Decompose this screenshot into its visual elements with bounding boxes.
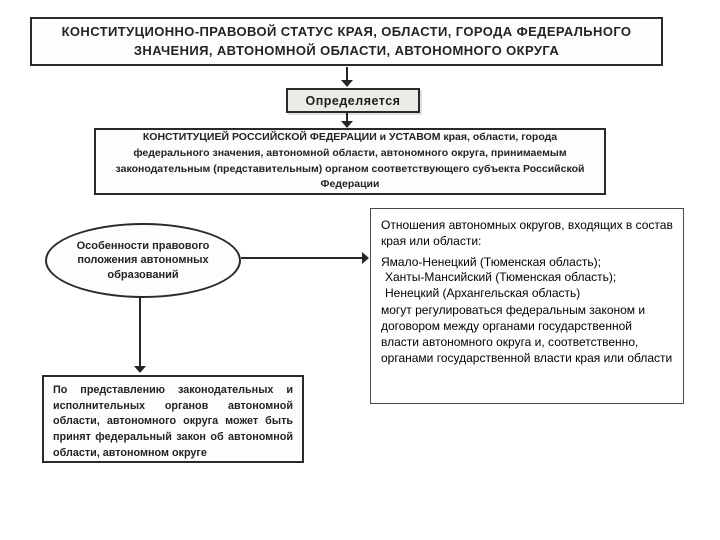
determined-label: Определяется xyxy=(305,93,401,108)
title-box xyxy=(30,17,663,66)
federal-law-text: По представлению законодательных и исполнительных органов автономной области, автономного округа может быть принят федеральный закон об автономной области, автономном округе xyxy=(53,384,293,459)
arrow-features-to-federal-law-icon xyxy=(134,297,146,373)
arrow-title-to-determined-icon xyxy=(341,67,353,87)
constitution-box xyxy=(94,128,606,195)
determined-box xyxy=(286,88,420,113)
features-text: Особенности правового положения автономных образований xyxy=(76,240,210,281)
federal-law-box xyxy=(42,375,304,463)
arrow-determined-to-constitution-icon xyxy=(341,112,353,128)
relations-intro: Отношения автономных округов, входящих в состав края или области: xyxy=(381,218,673,248)
features-ellipse xyxy=(45,223,241,298)
title-text: КОНСТИТУЦИОННО-ПРАВОВОЙ СТАТУС КРАЯ, ОБЛАСТИ, ГОРОДА ФЕДЕРАЛЬНОГО ЗНАЧЕНИЯ, АВТОНОМНОЙ ОБЛАСТИ, АВТОНОМНОГО ОКРУГА xyxy=(61,23,632,58)
arrow-features-to-relations-icon xyxy=(241,252,369,264)
relations-outro: могут регулироваться федеральным законом и договором между органами государственной власти автономного округа и, соответственно, органами государственной власти края или области xyxy=(381,303,673,365)
relations-item: Ямало-Ненецкий (Тюменская область); xyxy=(381,254,601,269)
relations-note-box xyxy=(370,208,684,404)
relations-item: Ненецкий (Архангельская область) xyxy=(385,286,581,301)
constitution-text: КОНСТИТУЦИЕЙ РОССИЙСКОЙ ФЕДЕРАЦИИ и УСТАВОМ края, области, города федерального значения, автономной области, автономного округа, принимаемым законодательным (представительным) органом соответствующего субъекта Российской Федерации xyxy=(115,131,585,191)
relations-item: Ханты-Мансийский (Тюменская область); xyxy=(385,270,617,285)
